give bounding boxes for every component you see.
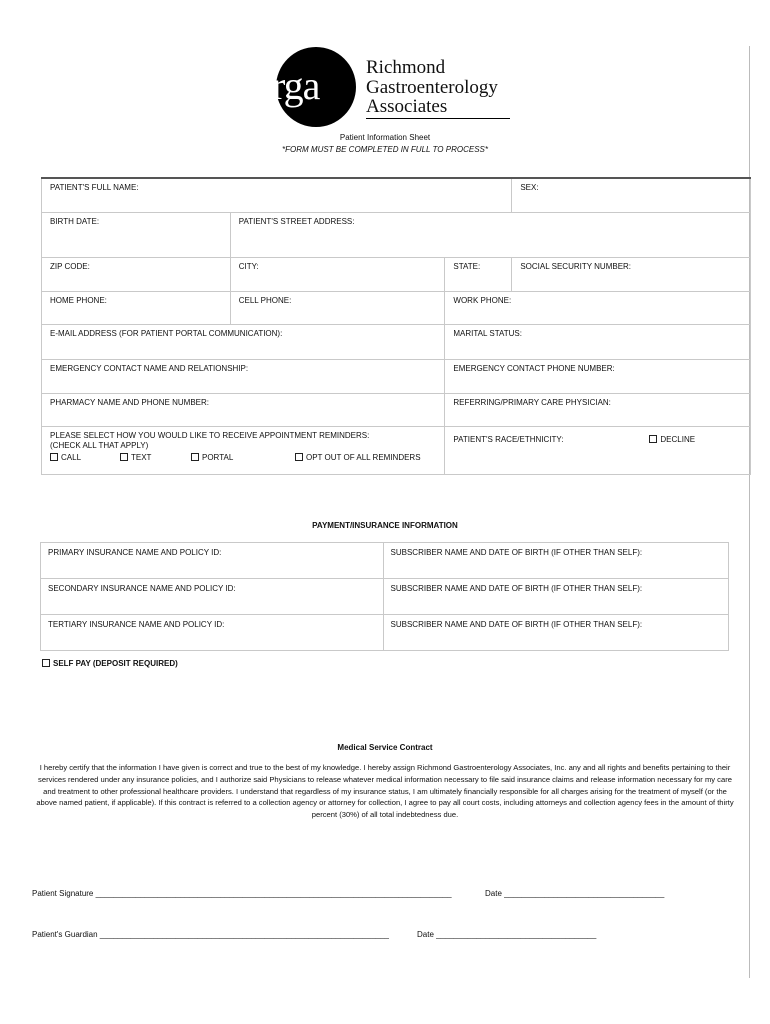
patient-signature-line[interactable]: Patient Signature ________________________________________________________________________________ [32, 889, 452, 898]
home-phone-field[interactable]: HOME PHONE: [42, 291, 231, 324]
reminder-call-checkbox[interactable]: CALL [50, 453, 81, 463]
contract-heading: Medical Service Contract [337, 743, 433, 752]
city-field[interactable]: CITY: [230, 257, 445, 291]
secondary-insurance-field[interactable]: SECONDARY INSURANCE NAME AND POLICY ID: [41, 579, 384, 615]
marital-status-field[interactable]: MARITAL STATUS: [445, 324, 751, 359]
ssn-field[interactable]: SOCIAL SECURITY NUMBER: [512, 257, 751, 291]
primary-subscriber-field[interactable]: SUBSCRIBER NAME AND DATE OF BIRTH (IF OTHER THAN SELF): [383, 543, 729, 579]
birth-date-field[interactable]: BIRTH DATE: [42, 212, 231, 257]
street-address-field[interactable]: PATIENT'S STREET ADDRESS: [230, 212, 750, 257]
zip-code-field[interactable]: ZIP CODE: [42, 257, 231, 291]
insurance-table [40, 542, 729, 651]
self-pay-checkbox[interactable]: SELF PAY (DEPOSIT REQUIRED) [42, 659, 178, 668]
patient-info-table [41, 177, 751, 475]
emergency-contact-field[interactable]: EMERGENCY CONTACT NAME AND RELATIONSHIP: [42, 359, 445, 393]
form-subtitle: *FORM MUST BE COMPLETED IN FULL TO PROCESS* [282, 145, 488, 154]
logo-name-line1: Richmond [366, 57, 446, 78]
tertiary-insurance-field[interactable]: TERTIARY INSURANCE NAME AND POLICY ID: [41, 615, 384, 651]
emergency-phone-field[interactable]: EMERGENCY CONTACT PHONE NUMBER: [445, 359, 751, 393]
primary-insurance-field[interactable]: PRIMARY INSURANCE NAME AND POLICY ID: [41, 543, 384, 579]
logo-name-line2: Gastroenterology [366, 77, 498, 98]
referring-physician-field[interactable]: REFERRING/PRIMARY CARE PHYSICIAN: [445, 393, 751, 426]
guardian-date-line[interactable]: Date ____________________________________ [417, 930, 597, 939]
reminder-portal-checkbox[interactable]: PORTAL [191, 453, 233, 463]
secondary-subscriber-field[interactable]: SUBSCRIBER NAME AND DATE OF BIRTH (IF OTHER THAN SELF): [383, 579, 729, 615]
insurance-heading: PAYMENT/INSURANCE INFORMATION [312, 521, 458, 530]
form-title: Patient Information Sheet [339, 133, 431, 142]
sex-field[interactable]: SEX: [512, 178, 751, 212]
guardian-signature-line[interactable]: Patient's Guardian _________________________________________________________________ [32, 930, 389, 939]
full-name-field[interactable]: PATIENT'S FULL NAME: [42, 178, 512, 212]
email-field[interactable]: E-MAIL ADDRESS (FOR PATIENT PORTAL COMMUNICATION): [42, 324, 445, 359]
tertiary-subscriber-field[interactable]: SUBSCRIBER NAME AND DATE OF BIRTH (IF OTHER THAN SELF): [383, 615, 729, 651]
reminder-text-checkbox[interactable]: TEXT [120, 453, 151, 463]
state-field[interactable]: STATE: [445, 257, 512, 291]
cell-phone-field[interactable]: CELL PHONE: [230, 291, 445, 324]
logo-rule [366, 118, 510, 119]
pharmacy-field[interactable]: PHARMACY NAME AND PHONE NUMBER: [42, 393, 445, 426]
reminder-preferences: PLEASE SELECT HOW YOU WOULD LIKE TO RECEIVE APPOINTMENT REMINDERS: (CHECK ALL THAT APPLY) CALL TEXT PORTAL OPT OUT OF ALL REMINDERS [42, 426, 445, 474]
logo-name-line3: Associates [366, 96, 448, 117]
race-ethnicity-field[interactable]: PATIENT'S RACE/ETHNICITY: DECLINE [445, 426, 751, 474]
logo-mark: rga [272, 63, 320, 108]
signature-date-line[interactable]: Date ____________________________________ [485, 889, 665, 898]
work-phone-field[interactable]: WORK PHONE: [445, 291, 751, 324]
reminder-opt-out-checkbox[interactable]: OPT OUT OF ALL REMINDERS [295, 453, 421, 463]
contract-text: I hereby certify that the information I have given is correct and true to the best of my knowledge. I hereby assign Richmond Gastroenterology Associates, Inc. any and all rights and benefits pertaining to their services rendered under any insurance policies, and I authorize said Physicians to release whatever medical information necessary to file said insurance claims and release information necessary for my care and treatment to other professional healthcare providers. I understand that regardless of my insurance status, I am ultimately financially responsible for all charges arising for the treatment of myself (or the above named patient, if applicable). If this contract is referred to a collection agency or attorney for collection, I agree to pay all court costs, including attorneys and collection agency fees in the amount of thirty percent (30%) of all total indebtedness due. [36, 763, 734, 820]
decline-checkbox[interactable]: DECLINE [649, 435, 695, 444]
